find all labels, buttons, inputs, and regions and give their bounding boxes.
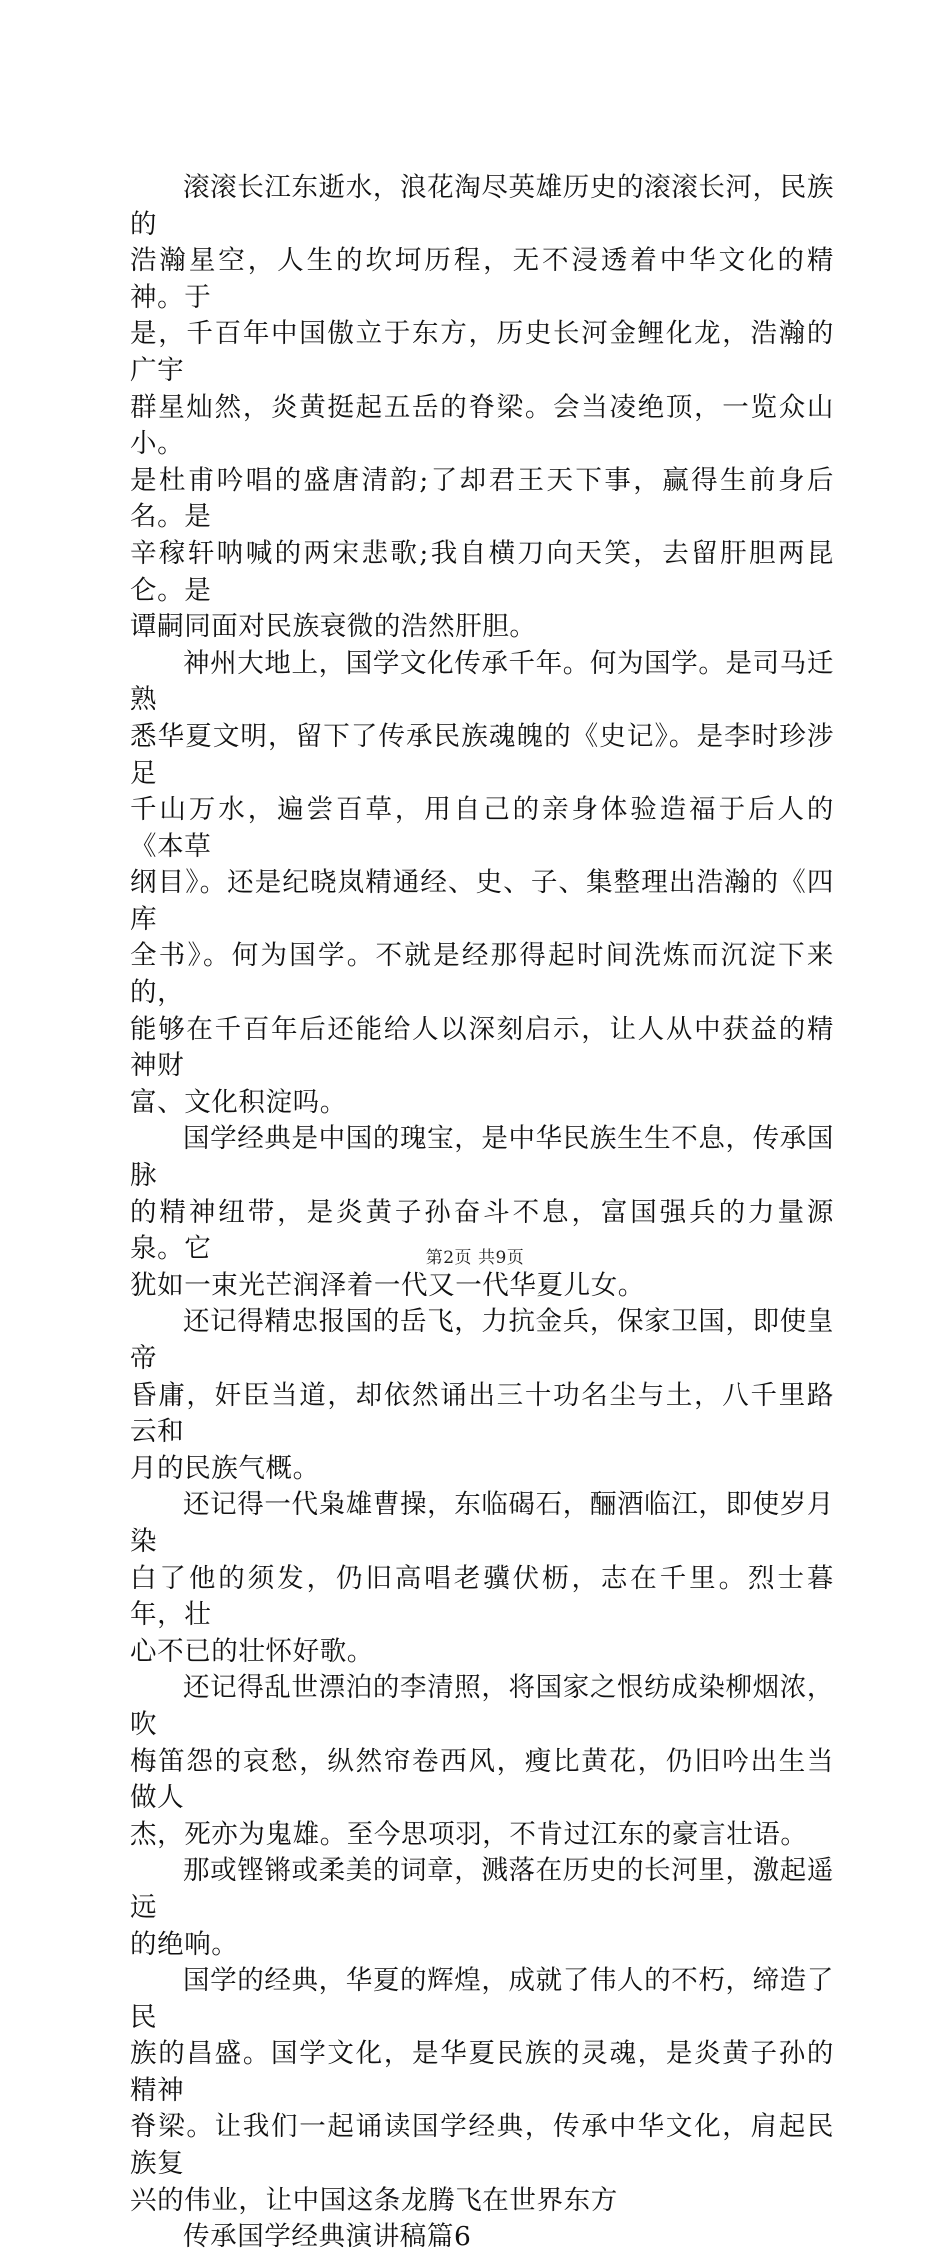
paragraph-3: 国学经典是中国的瑰宝，是中华民族生生不息，传承国脉 的精神纽带，是炎黄子孙奋斗不息，富国强兵的力量源泉。它 犹如一束光芒润泽着一代又一代华夏儿女。 [130,1123,834,1301]
paragraph-6: 还记得乱世漂泊的李清照，将国家之恨纺成染柳烟浓，吹 梅笛怨的哀愁，纵然帘卷西风，瘦比黄花，仍旧吟出生当做人 杰，死亦为鬼雄。至今思项羽，不肯过江东的豪言壮语。 [130,1672,834,1850]
section-heading: 传承国学经典演讲稿篇6 [183,2221,472,2253]
paragraph-8: 国学的经典，华夏的辉煌，成就了伟人的不朽，缔造了民 族的昌盛。国学文化，是华夏民族的灵魂，是炎黄子孙的精神 脊梁。让我们一起诵读国学经典，传承中华文化，肩起民族复 兴的伟业，让中国这条龙腾飞在世界东方 [130,1965,834,2216]
paragraph-1: 滚滚长江东逝水，浪花淘尽英雄历史的滚滚长河，民族的 浩瀚星空，人生的坎坷历程，无不浸透着中华文化的精神。于 是，千百年中国傲立于东方，历史长河金鲤化龙，浩瀚的广宇 群星灿然，炎黄挺起五岳的脊梁。会当凌绝顶，一览众山小。 是杜甫吟唱的盛唐清韵;了却君王天下事，赢得生前身后名。是 辛稼轩呐喊的两宋悲歌;我自横刀向天笑，去留肝胆两昆仑。是 谭嗣同面对民族衰微的浩然肝胆。 [130,172,834,643]
document-body [130,170,834,2256]
paragraph-5: 还记得一代枭雄曹操，东临碣石，酾酒临江，即使岁月染 白了他的须发，仍旧高唱老骥伏枥，志在千里。烈士暮年，壮 心不已的壮怀好歌。 [130,1489,834,1667]
page-footer: 第2页 共9页 [425,1248,525,1268]
paragraph-2: 神州大地上，国学文化传承千年。何为国学。是司马迁熟 悉华夏文明，留下了传承民族魂魄的《史记》。是李时珍涉足 千山万水，遍尝百草，用自己的亲身体验造福于后人的《本草 纲目》。还是纪晓岚精通经、史、子、集整理出浩瀚的《四库 全书》。何为国学。不就是经那得起时间洗炼而沉淀下来的， 能够在千百年后还能给人以深刻启示，让人从中获益的精神财 富、文化积淀吗。 [130,647,834,1118]
paragraph-7: 那或铿锵或柔美的词章，溅落在历史的长河里，激起遥远 的绝响。 [130,1855,834,1960]
paragraph-4: 还记得精忠报国的岳飞，力抗金兵，保家卫国，即使皇帝 昏庸，奸臣当道，却依然诵出三十功名尘与土，八千里路云和 月的民族气概。 [130,1306,834,1484]
